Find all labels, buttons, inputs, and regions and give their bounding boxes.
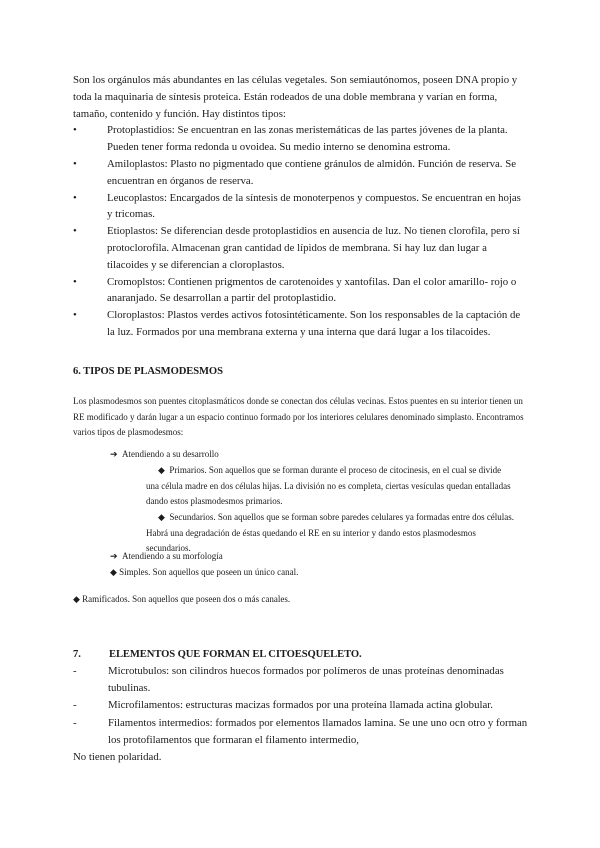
list-item [73,307,523,341]
list-item-text: Leucoplastos: Encargados de la síntesis de monoterpenos y compuestos. Se encuentran en hojas y tricomas. [107,191,521,221]
list-item-text: Etioplastos: Se diferencian desde protoplastidios en ausencia de luz. No tienen clorofila, pero sí protoclorofila. Almacenan gran cantidad de lípidos de membrana. Si hay luz dan lugar a tilacoides y se diferencian a cloroplastos. [107,225,520,271]
closing-line: No tienen polaridad. [73,751,162,764]
section-7-list [73,663,528,766]
section-7-number: 7. [73,649,81,660]
simples-item [110,565,298,581]
list-item-text: Protoplastidios: Se encuentran en las zonas meristemáticas de las partes jóvenes de la planta. Pueden tener forma redonda u ovoidea. Su medio interno se denomina estroma. [107,124,508,154]
list-item [73,190,523,224]
bullet: • [73,191,77,204]
bullet: • [73,225,77,238]
simples-text: Simples. Son aquellos que poseen un único canal. [119,567,299,577]
bullet: • [73,309,77,322]
list-item [73,697,528,714]
bullet: • [73,157,77,170]
diamond-bullet-icon: ◆ [110,567,117,577]
bullet: • [73,124,77,137]
dash-bullet: - [73,665,77,677]
section-6-intro [73,394,528,441]
list-item [73,274,523,308]
diamond-bullet-icon: ◆ [73,594,80,604]
section-7-heading: ELEMENTOS QUE FORMAN EL CITOESQUELETO. [109,649,362,660]
ramificados-item [73,592,290,608]
arrow-item-morphology [110,549,223,565]
list-item-text: Cromoplstos: Contienen prigmentos de carotenoides y xantofilas. Dan el color amarillo- rojo o anaranjado. Se desarrollan a partir del protoplastidio. [107,275,517,305]
diamond-bullet-icon: ◆ [158,512,165,522]
section-6-intro-text: Los plasmodesmos son puentes citoplasmáticos donde se conectan dos células vecinas. Estos puentes en su interior tienen un RE modificado y darán lugar a un espacio continuo formado por los interiores celulares denominado simplasto. Encontramos varios tipos de plasmodesmos: [73,396,524,438]
plastids-section [73,72,523,341]
arrow-item-development [110,447,219,463]
primarios-item [146,463,516,510]
diamond-bullet-icon: ◆ [158,465,165,475]
arrow-item-label: Atendiendo a su morfología [122,551,223,561]
arrow-item-label: Atendiendo a su desarrollo [122,449,219,459]
bullet: • [73,275,77,288]
list-item-text: Microtubulos: son cilindros huecos formados por polímeros de unas proteínas denominadas tubulinas. [108,665,504,695]
list-item-text: Cloroplastos: Plastos verdes activos fotosintéticamente. Son los responsables de la captación de la luz. Formados por una membrana externa y una interna que dará lugar a los tilacoides. [107,309,521,338]
list-item-text: Microfilamentos: estructuras macizas formados por una proteína llamada actina globular. [108,699,493,712]
right-arrow-icon: ➔ [110,449,118,459]
list-item [73,663,528,697]
list-item [73,223,523,273]
plastids-intro: Son los orgánulos más abundantes en las células vegetales. Son semiautónomos, poseen DNA propio y toda la maquinaria de síntesis proteica. Están rodeados de una doble membrana y varían en forma, tamaño, contenido y función. Hay distintos tipos: [73,74,518,120]
dash-bullet: - [73,699,77,712]
list-item [73,715,528,749]
right-arrow-icon: ➔ [110,551,118,561]
list-item-text: Amiloplastos: Plasto no pigmentado que contiene gránulos de almidón. Función de reserva. Se encuentran en órganos de reserva. [107,157,517,187]
list-item [73,156,523,190]
dash-bullet: - [73,716,77,729]
secundarios-text: Secundarios. Son aquellos que se forman sobre paredes celulares ya formadas entre dos células. Habrá una degradación de éstas quedando el RE en su interior y dando estos plasmodesmos secundarios. [146,512,515,554]
list-item-text: Filamentos intermedios: formados por elementos llamados lamina. Se une uno ocn otro y forman los protofilamentos que formaran el filamento intermedio, [108,716,528,746]
ramificados-text: Ramificados. Son aquellos que poseen dos o más canales. [82,594,291,604]
list-item [73,122,523,156]
primarios-text: Primarios. Son aquellos que se forman durante el proceso de citocinesis, en el cual se divide una célula madre en dos células hijas. La división no es completa, ciertas vesículas quedan entalladas dando estos plasmodesmos primarios. [146,465,511,507]
section-6-heading: 6. TIPOS DE PLASMODESMOS [73,366,223,377]
